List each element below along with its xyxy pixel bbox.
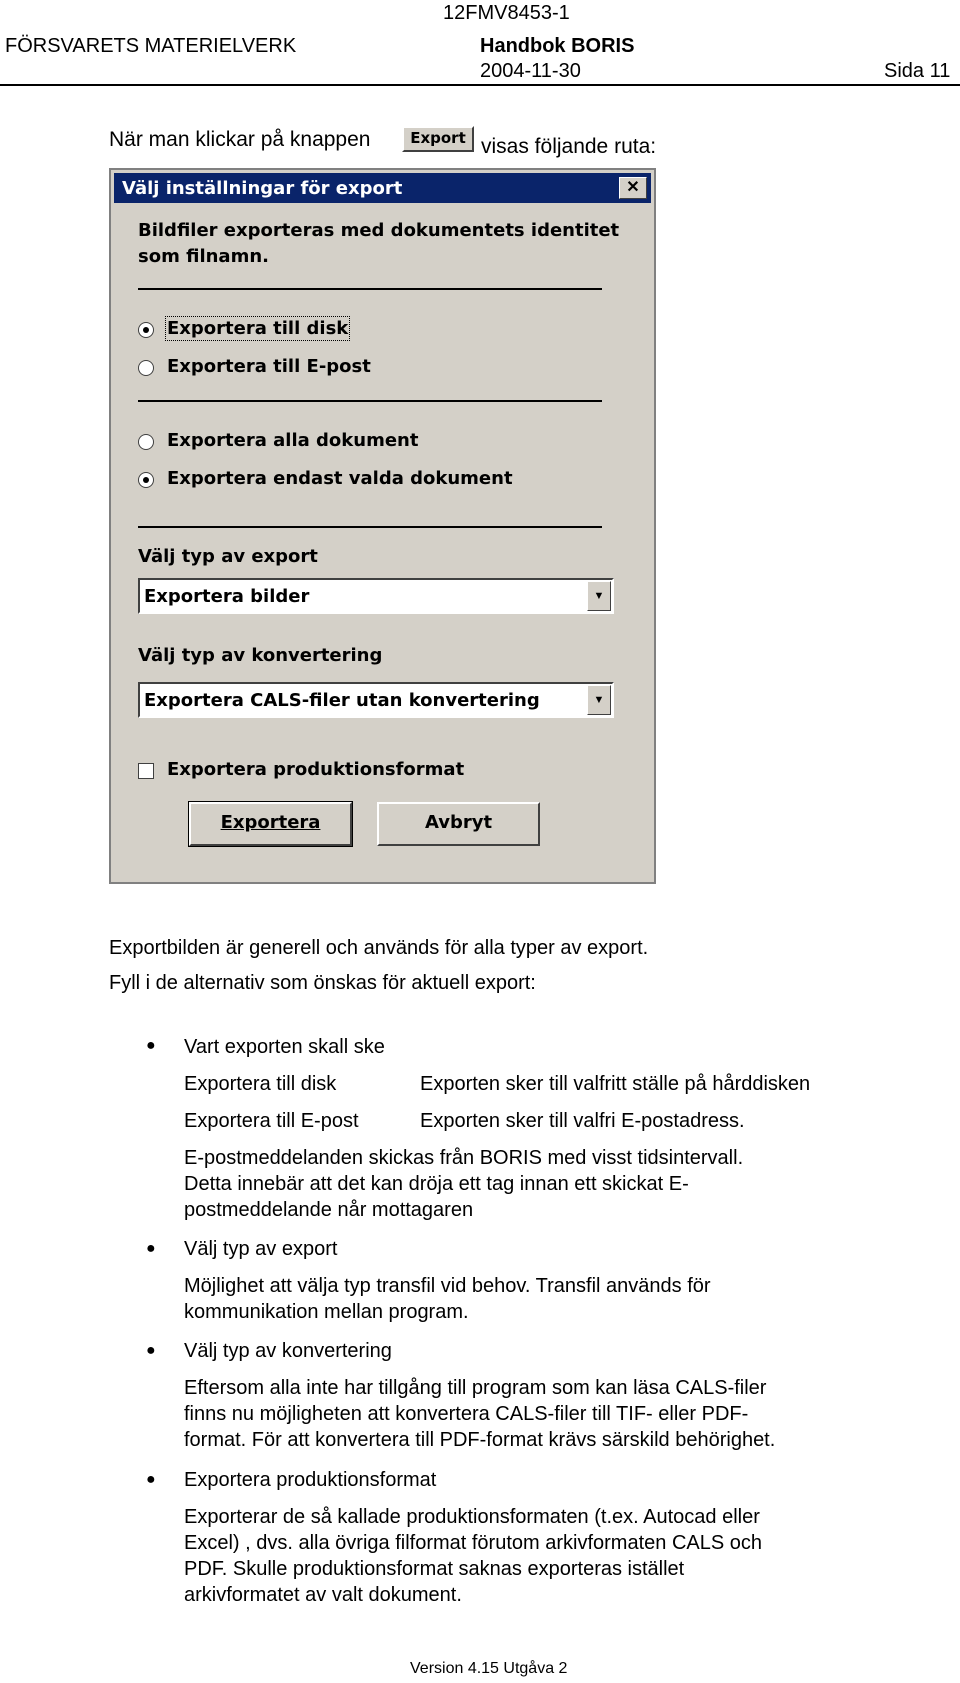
dialog-separator [138, 400, 602, 402]
production-format-label[interactable]: Exportera produktionsformat [167, 759, 465, 780]
document-date: 2004-11-30 [480, 60, 581, 82]
email-note-line-3: postmeddelande når mottagaren [184, 1199, 474, 1221]
bullet-icon: ● [146, 1471, 156, 1488]
handbook-title: Handbok BORIS [480, 35, 635, 57]
export-type-desc-line-1: Möjlighet att välja typ transfil vid behov. Transfil används för [184, 1275, 711, 1297]
organization-name: FÖRSVARETS MATERIELVERK [5, 35, 297, 57]
label-export-to-disk[interactable]: Exportera till disk [167, 318, 349, 339]
desc-export-to-email: Exporten sker till valfri E-postadress. [420, 1110, 745, 1132]
label-export-all-documents[interactable]: Exportera alla dokument [167, 430, 419, 451]
bullet-production-format: Exportera produktionsformat [184, 1469, 437, 1491]
email-note-line-2: Detta innebär att det kan dröja ett tag innan ett skickat E- [184, 1173, 689, 1195]
radio-export-all-documents[interactable] [138, 434, 154, 450]
production-desc-line-3: PDF. Skulle produktionsformat saknas exporteras istället [184, 1558, 685, 1580]
chevron-down-icon[interactable]: ▼ [587, 685, 611, 715]
label-export-to-email[interactable]: Exportera till E-post [167, 356, 371, 377]
conversion-type-value: Exportera CALS-filer utan konvertering [144, 690, 540, 711]
conversion-type-select[interactable] [138, 682, 614, 718]
term-export-to-disk: Exportera till disk [184, 1073, 337, 1095]
production-desc-line-4: arkivformatet av valt dokument. [184, 1584, 462, 1606]
intro-text-after: visas följande ruta: [481, 135, 657, 158]
export-settings-dialog [109, 168, 656, 884]
page-number: Sida 11 [884, 60, 951, 82]
dialog-info-line-2: som filnamn. [138, 246, 269, 267]
dialog-separator [138, 288, 602, 290]
paragraph-general: Exportbilden är generell och används för alla typer av export. [109, 937, 649, 959]
conversion-desc-line-2: finns nu möjligheten att konvertera CALS-filer till TIF- eller PDF- [184, 1403, 749, 1425]
conversion-desc-line-3: format. För att konvertera till PDF-format krävs särskild behörighet. [184, 1429, 776, 1451]
production-desc-line-1: Exporterar de så kallade produktionsformaten (t.ex. Autocad eller [184, 1506, 760, 1528]
conversion-desc-line-1: Eftersom alla inte har tillgång till program som kan läsa CALS-filer [184, 1377, 767, 1399]
bullet-export-type: Välj typ av export [184, 1238, 338, 1260]
chevron-down-icon[interactable]: ▼ [587, 581, 611, 611]
intro-text-before: När man klickar på knappen [109, 128, 371, 151]
export-type-desc-line-2: kommunikation mellan program. [184, 1301, 469, 1323]
desc-export-to-disk: Exporten sker till valfritt ställe på hårddisken [420, 1073, 811, 1095]
bullet-conversion: Välj typ av konvertering [184, 1340, 392, 1362]
dialog-separator [138, 526, 602, 528]
term-export-to-email: Exportera till E-post [184, 1110, 359, 1132]
radio-export-selected-documents[interactable] [138, 472, 154, 488]
export-type-label: Välj typ av export [138, 546, 318, 567]
export-type-select[interactable] [138, 578, 614, 614]
dialog-info-line-1: Bildfiler exporteras med dokumentets identitet [138, 220, 620, 241]
dialog-title: Välj inställningar för export [122, 178, 403, 199]
radio-export-to-email[interactable] [138, 360, 154, 376]
document-number: 12FMV8453-1 [443, 2, 570, 24]
dialog-titlebar [114, 173, 651, 203]
email-note-line-1: E-postmeddelanden skickas från BORIS med visst tidsintervall. [184, 1147, 744, 1169]
label-export-selected-documents[interactable]: Exportera endast valda dokument [167, 468, 513, 489]
header-divider [0, 84, 960, 86]
production-desc-line-2: Excel) , dvs. alla övriga filformat förutom arkivformaten CALS och [184, 1532, 762, 1554]
close-icon[interactable]: ✕ [619, 177, 647, 199]
bullet-destination: Vart exporten skall ske [184, 1036, 385, 1058]
bullet-icon: ● [146, 1240, 156, 1257]
bullet-icon: ● [146, 1342, 156, 1359]
export-type-value: Exportera bilder [144, 586, 310, 607]
export-button-label: Exportera [220, 812, 321, 833]
export-button[interactable] [189, 802, 352, 846]
bullet-icon: ● [146, 1037, 156, 1054]
paragraph-instructions: Fyll i de alternativ som önskas för aktuell export: [109, 972, 536, 994]
conversion-type-label: Välj typ av konvertering [138, 645, 383, 666]
production-format-checkbox[interactable] [138, 763, 154, 779]
export-button-illustration: Export [402, 126, 474, 152]
radio-export-to-disk[interactable] [138, 322, 154, 338]
footer-version: Version 4.15 Utgåva 2 [410, 1660, 568, 1677]
cancel-button[interactable]: Avbryt [377, 802, 540, 846]
